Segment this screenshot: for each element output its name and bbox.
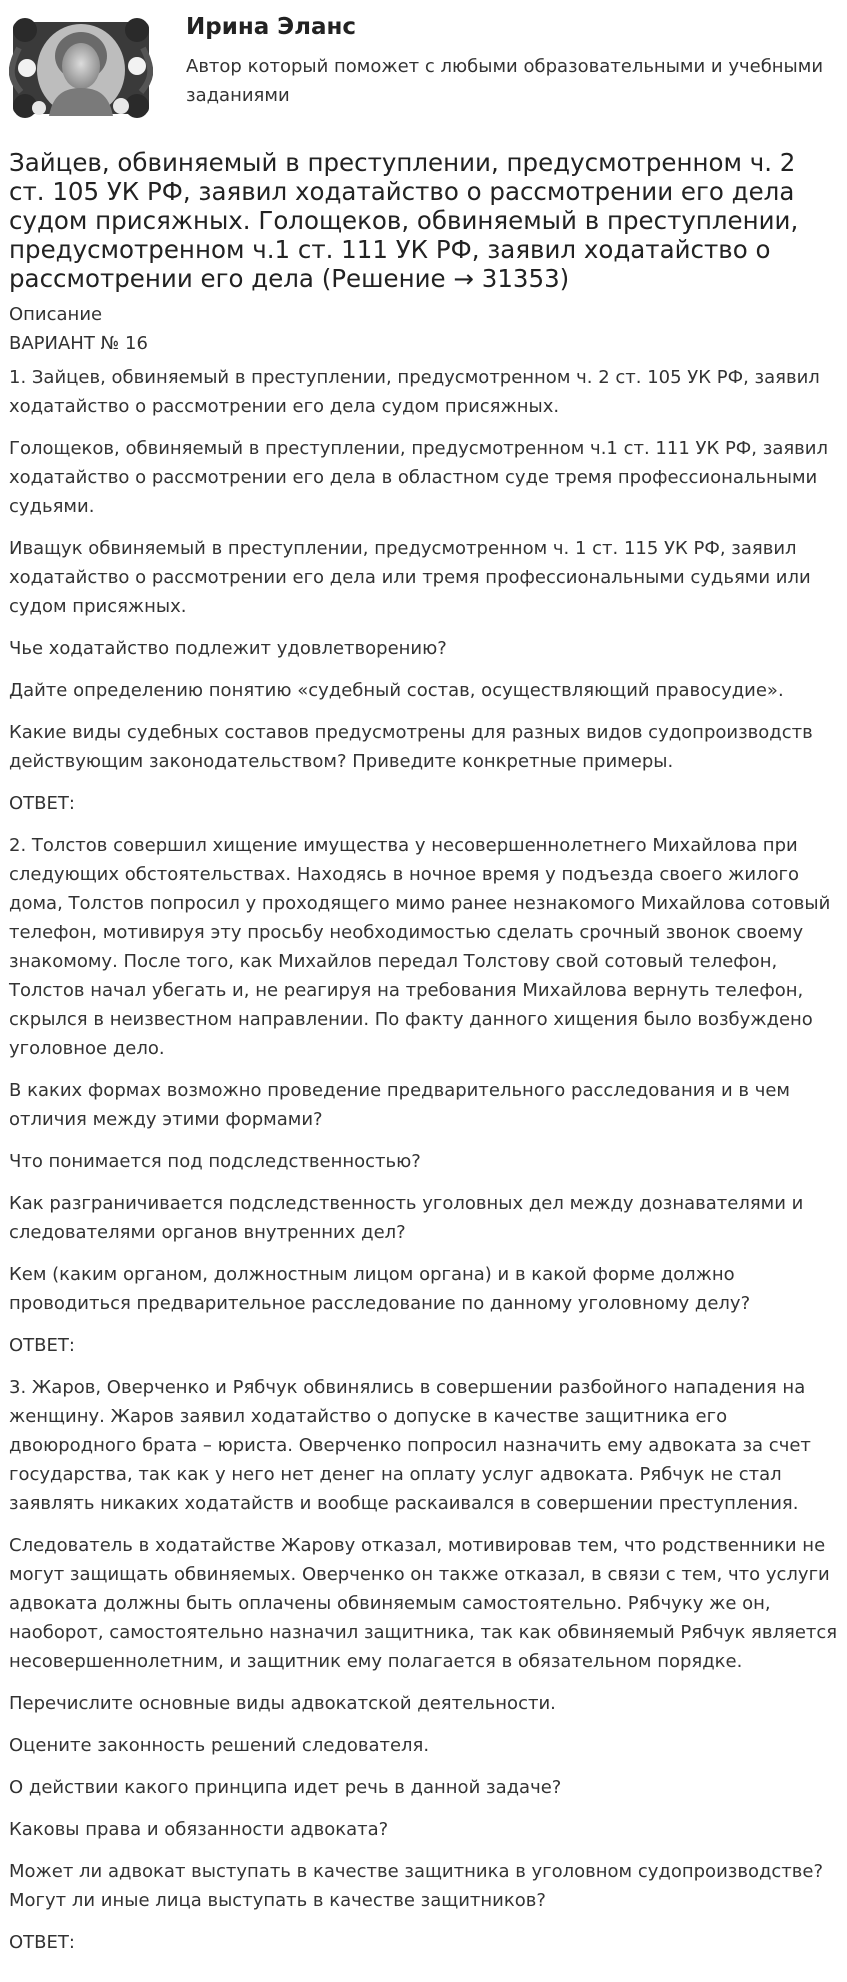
paragraph: Что понимается под подследственностью? bbox=[9, 1151, 421, 1172]
paragraph: Голощеков, обвиняемый в преступлении, предусмотренном ч.1 ст. 111 УК РФ, заявил ходатайство о рассмотрении его дела в областном суде тремя профессиональными судьями. bbox=[9, 438, 828, 517]
author-card bbox=[0, 0, 847, 128]
paragraph: 1. Зайцев, обвиняемый в преступлении, предусмотренном ч. 2 ст. 105 УК РФ, заявил ходатайство о рассмотрении его дела судом присяжных. bbox=[9, 367, 820, 417]
document-content bbox=[0, 148, 847, 1957]
paragraph: Чье ходатайство подлежит удовлетворению? bbox=[9, 638, 447, 659]
paragraph: 2. Толстов совершил хищение имущества у несовершеннолетнего Михайлова при следующих обстоятельствах. Находясь в ночное время у подъезда своего жилого дома, Толстов попросил у проходящего мимо ранее незнакомого Михайлова сотовый телефон, мотивируя эту просьбу необходимостью сделать срочный звонок своему знакомому. После того, как Михайлов передал Толстову свой сотовый телефон, Толстов начал убегать и, не реагируя на требования Михайлова вернуть телефон, скрылся в неизвестном направлении. По факту данного хищения было возбуждено уголовное дело. bbox=[9, 835, 831, 1059]
paragraph: Иващук обвиняемый в преступлении, предусмотренном ч. 1 ст. 115 УК РФ, заявил ходатайство о рассмотрении его дела или тремя профессиональными судьями или судом присяжных. bbox=[9, 538, 811, 617]
paragraph: О действии какого принципа идет речь в данной задаче? bbox=[9, 1777, 562, 1798]
paragraph: Какие виды судебных составов предусмотрены для разных видов судопроизводств действующим законодательством? Приведите конкретные примеры. bbox=[9, 722, 813, 772]
variant-label: ВАРИАНТ № 16 bbox=[9, 333, 148, 354]
description-body bbox=[9, 363, 838, 1957]
paragraph: Кем (каким органом, должностным лицом органа) и в какой форме должно проводиться предварительное расследование по данному уголовному делу? bbox=[9, 1264, 751, 1314]
description-label: Описание bbox=[9, 304, 103, 325]
paragraph: ОТВЕТ: bbox=[9, 793, 75, 814]
paragraph: ОТВЕТ: bbox=[9, 1335, 75, 1356]
author-name[interactable]: Ирина Эланс bbox=[186, 14, 357, 40]
paragraph: Как разграничивается подследственность уголовных дел между дознавателями и следователями органов внутренних дел? bbox=[9, 1193, 804, 1243]
paragraph: 3. Жаров, Оверченко и Рябчук обвинялись в совершении разбойного нападения на женщину. Жаров заявил ходатайство о допуске в качестве защитника его двоюродного брата – юриста. Оверченко попросил назначить ему адвоката за счет государства, так как у него нет денег на оплату услуг адвоката. Рябчук не стал заявлять никаких ходатайств и вообще раскаивался в совершении преступления. bbox=[9, 1377, 811, 1514]
paragraph: Следователь в ходатайстве Жарову отказал, мотивировав тем, что родственники не могут защищать обвиняемых. Оверченко он также отказал, в связи с тем, что услуги адвоката должны быть оплачены обвиняемым самостоятельно. Рябчуку же он, наоборот, самостоятельно назначил защитника, так как обвиняемый Рябчук является несовершеннолетним, и защитник ему полагается в обязательном порядке. bbox=[9, 1535, 838, 1672]
author-description: Автор который поможет с любыми образовательными и учебными заданиями bbox=[186, 56, 824, 106]
paragraph: В каких формах возможно проведение предварительного расследования и в чем отличия между этими формами? bbox=[9, 1080, 791, 1130]
paragraph: Оцените законность решений следователя. bbox=[9, 1735, 430, 1756]
paragraph: Перечислите основные виды адвокатской деятельности. bbox=[9, 1693, 556, 1714]
paragraph: Каковы права и обязанности адвоката? bbox=[9, 1819, 389, 1840]
paragraph: Может ли адвокат выступать в качестве защитника в уголовном судопроизводстве? Могут ли иные лица выступать в качестве защитников? bbox=[9, 1861, 824, 1911]
author-avatar[interactable] bbox=[9, 8, 153, 126]
paragraph: Дайте определению понятию «судебный состав, осуществляющий правосудие». bbox=[9, 680, 784, 701]
page-title: Зайцев, обвиняемый в преступлении, предусмотренном ч. 2 ст. 105 УК РФ, заявил ходатайство о рассмотрении его дела судом присяжных. Голощеков, обвиняемый в преступлении, предусмотренном ч.1 ст. 111 УК РФ, заявил ходатайство о рассмотрении его дела (Решение → 31353) bbox=[9, 148, 799, 293]
paragraph: ОТВЕТ: bbox=[9, 1932, 75, 1953]
